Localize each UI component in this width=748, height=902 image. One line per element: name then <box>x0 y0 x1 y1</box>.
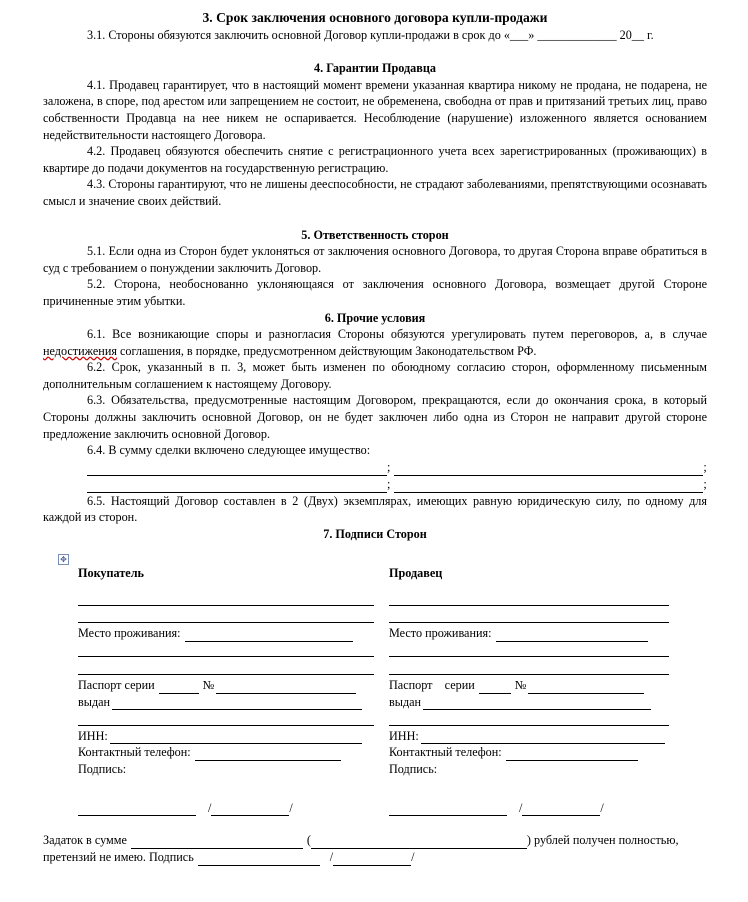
seller-issued-field[interactable] <box>423 697 651 710</box>
buyer-name-line-2[interactable] <box>78 608 374 624</box>
seller-inn-label: ИНН: <box>389 728 419 743</box>
section3-title: 3. Срок заключения основного договора купли-продажи <box>202 10 548 25</box>
clause-6-2: 6.2. Срок, указанный в п. 3, может быть изменен по обоюдному согласию сторон, оформленному письменным дополнительным соглашением к настоящему Договору. <box>43 360 707 391</box>
clause-4-2: 4.2. Продавец обязуются обеспечить снятие с регистрационного учета всех зарегистрированных (проживающих) в квартире до подачи документов на государственную регистрацию. <box>43 144 707 175</box>
clause-3-1: 3.1. Стороны обязуются заключить основной Договор купли-продажи в срок до «___» _____________ 20__ г. <box>87 27 654 42</box>
seller-issued-label: выдан <box>389 694 422 709</box>
buyer-signature-label: Подпись: <box>78 761 127 776</box>
clause-4-1: 4.1. Продавец гарантирует, что в настоящий момент времени указанная квартира никому не продана, не подарена, не заложена, в споре, под арестом или запрещением не состоит, не обременена, свободна от прав и притязаний третьих лиц, право собственности Продавца на нее никем не оспаривается. Несоблюдение (нарушение) изложенного является основанием недействительности настоящего Договора. <box>43 77 707 142</box>
buyer-signature-name[interactable] <box>211 803 289 816</box>
buyer-title: Покупатель <box>78 566 144 580</box>
buyer-inn-field[interactable] <box>110 731 362 744</box>
buyer-residence-field[interactable] <box>185 629 353 642</box>
buyer-residence-label: Место проживания: <box>78 626 181 641</box>
document-page <box>43 10 707 543</box>
section4-title: 4. Гарантии Продавца <box>314 61 436 76</box>
seller-column: Продавец Место проживания: Паспорт серии № выдан ИНН: Контактный телефон: Подпись: / / <box>389 565 685 816</box>
seller-issued-line-2[interactable] <box>389 710 669 726</box>
clause-6-5: 6.5. Настоящий Договор составлен в 2 (Двух) экземплярах, имеющих равную юридическую силу, по одному для каждой из сторон. <box>43 493 707 525</box>
section7-title: 7. Подписи Сторон <box>323 527 427 542</box>
buyer-residence-line-2[interactable] <box>78 642 374 658</box>
buyer-residence-line-3[interactable] <box>78 659 374 675</box>
clause-4-3: 4.3. Стороны гарантируют, что не лишены дееспособности, не страдают заболеваниями, препятствующими осознавать смысл и значение своих действий. <box>43 177 707 208</box>
buyer-issued-line-2[interactable] <box>78 710 374 726</box>
seller-phone-field[interactable] <box>506 748 638 761</box>
property-line-2: ; ; <box>87 476 707 493</box>
deposit-signature-field[interactable] <box>198 853 320 866</box>
buyer-passport-number[interactable] <box>216 681 356 694</box>
section6-title: 6. Прочие условия <box>324 310 426 325</box>
deposit-receipt: Задаток в сумме ( ) рублей получен полностью, претензий не имею. Подпись / / <box>43 833 679 865</box>
seller-signature-field[interactable] <box>389 803 507 816</box>
buyer-column: Покупатель Место проживания: Паспорт серии № выдан ИНН: Контактный телефон: Подпись: / / <box>78 565 374 816</box>
buyer-signature-field[interactable] <box>78 803 196 816</box>
buyer-phone-label: Контактный телефон: <box>78 745 191 760</box>
seller-passport-number[interactable] <box>528 681 644 694</box>
deposit-text: ) рублей получен полностью, <box>526 833 679 848</box>
clause-5-2: 5.2. Сторона, необоснованно уклоняющаяся от заключения основного Договора, возмещает другой Стороне причиненные этим убытки. <box>43 277 707 308</box>
seller-signature-name[interactable] <box>522 803 600 816</box>
seller-phone-label: Контактный телефон: <box>389 745 502 760</box>
clause-6-3: 6.3. Обязательства, предусмотренные настоящим Договором, прекращаются, если до окончания срока, в который Стороны должны заключить основной Договор, он не будет заключен либо одна из Сторон не направит другой стороне предложение заключить основной Договор. <box>43 393 707 441</box>
buyer-passport-label: Паспорт серии <box>78 677 155 692</box>
seller-signature-label: Подпись: <box>389 761 438 776</box>
seller-residence-label: Место проживания: <box>389 626 492 641</box>
seller-name-line-1[interactable] <box>389 590 669 606</box>
clause-5-1: 5.1. Если одна из Сторон будет уклоняться от заключения основного Договора, то другая Сторона вправе обратиться в суд с требованием о понуждении заключить Договор. <box>43 244 707 275</box>
section5-title: 5. Ответственность сторон <box>301 227 449 242</box>
deposit-amount-words-field[interactable] <box>311 836 527 849</box>
seller-passport-series[interactable] <box>479 681 511 694</box>
seller-name-line-2[interactable] <box>389 608 669 624</box>
buyer-issued-field[interactable] <box>112 697 362 710</box>
deposit-signature-name[interactable] <box>333 853 411 866</box>
table-move-handle-icon[interactable]: ✥ <box>58 554 69 565</box>
seller-residence-field[interactable] <box>496 629 648 642</box>
buyer-name-line-1[interactable] <box>78 590 374 606</box>
property-line-1: ; ; <box>87 459 707 476</box>
seller-residence-line-3[interactable] <box>389 659 669 675</box>
clause-6-1: 6.1. Все возникающие споры и разногласия Стороны обязуются урегулировать путем переговоров, а, в случае недостижения соглашения, в порядке, предусмотренном действующим Законодательством РФ. <box>43 327 707 358</box>
seller-residence-line-2[interactable] <box>389 642 669 658</box>
spellcheck-word: недостижения <box>43 343 117 358</box>
deposit-amount-field[interactable] <box>131 836 303 849</box>
seller-title: Продавец <box>389 566 443 580</box>
buyer-issued-label: выдан <box>78 694 111 709</box>
deposit-label: Задаток в сумме <box>43 833 127 848</box>
clause-6-4: 6.4. В сумму сделки включено следующее имущество: <box>87 443 371 458</box>
buyer-passport-series[interactable] <box>159 681 199 694</box>
seller-inn-field[interactable] <box>421 731 665 744</box>
seller-passport-label: Паспорт серии <box>389 677 475 692</box>
deposit-claims-label: претензий не имею. Подпись <box>43 850 194 865</box>
buyer-phone-field[interactable] <box>195 748 341 761</box>
buyer-inn-label: ИНН: <box>78 728 108 743</box>
